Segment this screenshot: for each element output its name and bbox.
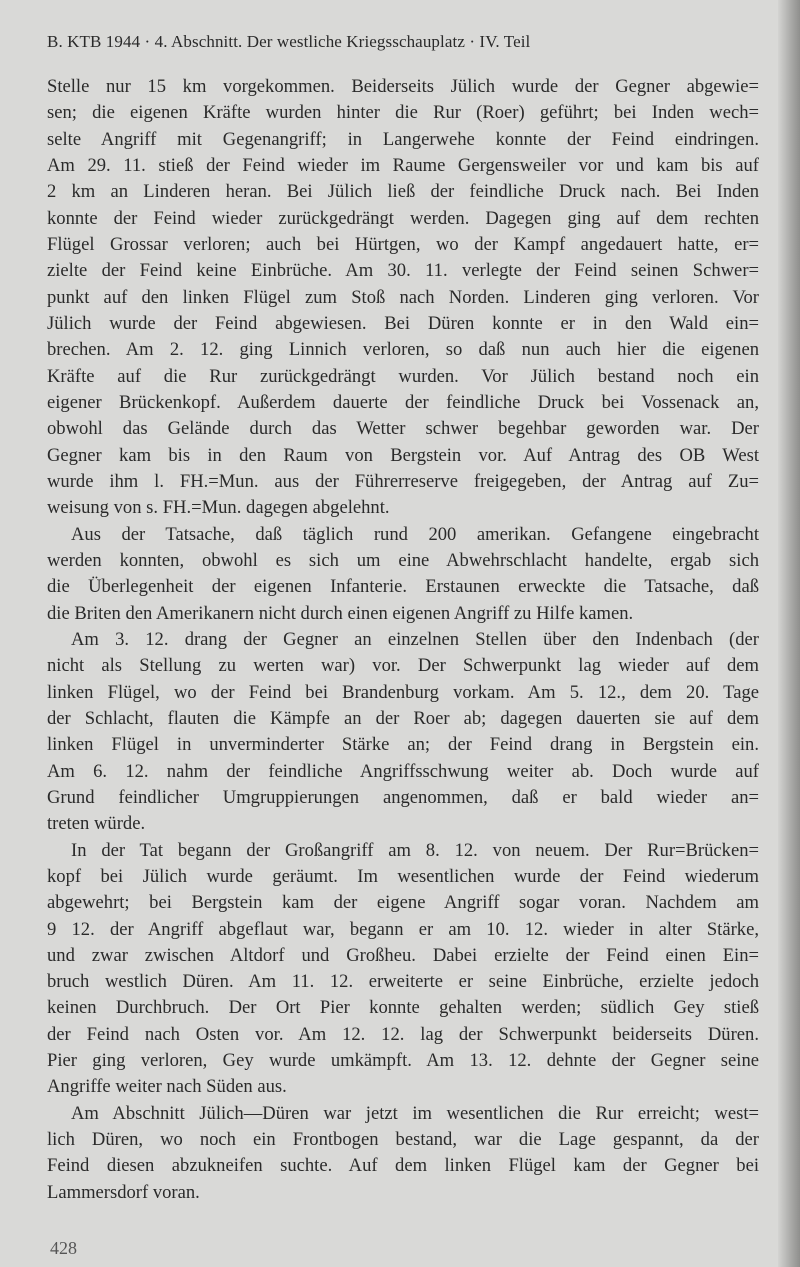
paragraph	[47, 1101, 759, 1206]
page-edge-shadow	[778, 0, 800, 1267]
paragraph	[47, 522, 759, 627]
text-line: weisung von s. FH.=Mun. dagegen abgelehnt.	[47, 497, 390, 519]
text-line: Jülich wurde der Feind abgewiesen. Bei Düren konnte er in den Wald ein=	[47, 312, 759, 334]
text-line: brechen. Am 2. 12. ging Linnich verloren, so daß nun auch hier die eigenen	[47, 339, 759, 361]
text-line: Am 3. 12. drang der Gegner an einzelnen Stellen über den Indenbach (der	[71, 628, 759, 650]
body-text	[47, 74, 759, 1206]
text-line: werden konnten, obwohl es sich um eine Abwehrschlacht handelte, ergab sich	[47, 549, 759, 571]
text-line: abgewehrt; bei Bergstein kam der eigene Angriff sogar voran. Nachdem am	[47, 892, 759, 914]
text-line: konnte der Feind wieder zurückgedrängt werden. Dagegen ging auf dem rechten	[47, 207, 759, 229]
text-line: In der Tat begann der Großangriff am 8. 12. von neuem. Der Rur=Brücken=	[71, 839, 759, 861]
text-line: punkt auf den linken Flügel zum Stoß nach Norden. Linderen ging verloren. Vor	[47, 286, 759, 308]
text-line: Pier ging verloren, Gey wurde umkämpft. Am 13. 12. dehnte der Gegner seine	[47, 1050, 759, 1072]
paragraph	[47, 838, 759, 1101]
text-line: linken Flügel, wo der Feind bei Brandenburg vorkam. Am 5. 12., dem 20. Tage	[47, 681, 759, 703]
text-line: Aus der Tatsache, daß täglich rund 200 amerikan. Gefangene eingebracht	[71, 523, 759, 545]
text-line: Feind diesen abzukneifen suchte. Auf dem linken Flügel kam der Gegner bei	[47, 1155, 759, 1177]
text-line: Flügel Grossar verloren; auch bei Hürtgen, wo der Kampf angedauert hatte, er=	[47, 233, 759, 255]
text-line: Angriffe weiter nach Süden aus.	[47, 1076, 287, 1098]
text-line: treten würde.	[47, 813, 146, 835]
text-line: obwohl das Gelände durch das Wetter schwer begehbar geworden war. Der	[47, 418, 759, 440]
text-line: Am Abschnitt Jülich—Düren war jetzt im wesentlichen die Rur erreicht; west=	[71, 1102, 759, 1124]
text-line: und zwar zwischen Altdorf und Großheu. Dabei erzielte der Feind einen Ein=	[47, 944, 759, 966]
text-line: lich Düren, wo noch ein Frontbogen bestand, war die Lage gespannt, da der	[47, 1129, 759, 1151]
text-line: Gegner kam bis in den Raum von Bergstein vor. Auf Antrag des OB West	[47, 444, 759, 466]
text-line: Grund feindlicher Umgruppierungen angenommen, daß er bald wieder an=	[47, 786, 759, 808]
text-line: Lammersdorf voran.	[47, 1181, 200, 1203]
text-line: Am 29. 11. stieß der Feind wieder im Raume Gergensweiler vor und kam bis auf	[47, 154, 759, 176]
text-line: wurde ihm l. FH.=Mun. aus der Führerreserve freigegeben, der Antrag auf Zu=	[47, 470, 759, 492]
page-number: 428	[50, 1238, 77, 1258]
text-line: Am 6. 12. nahm der feindliche Angriffsschwung weiter ab. Doch wurde auf	[47, 760, 759, 782]
text-line: eigener Brückenkopf. Außerdem dauerte der feindliche Druck bei Vossenack an,	[47, 391, 759, 413]
paragraph	[47, 74, 759, 522]
text-line: selte Angriff mit Gegenangriff; in Langerwehe konnte der Feind eindringen.	[47, 128, 759, 150]
text-line: linken Flügel in unverminderter Stärke an; der Feind drang in Bergstein ein.	[47, 734, 759, 756]
text-line: 9 12. der Angriff abgeflaut war, begann er am 10. 12. wieder in alter Stärke,	[47, 918, 759, 940]
running-header: B. KTB 1944 · 4. Abschnitt. Der westliche Kriegsschauplatz · IV. Teil	[47, 32, 531, 51]
paragraph	[47, 627, 759, 838]
text-line: nicht als Stellung zu werten war) vor. Der Schwerpunkt lag wieder auf dem	[47, 655, 759, 677]
text-line: der Schlacht, flauten die Kämpfe an der Roer ab; dagegen dauerten sie auf dem	[47, 707, 759, 729]
text-line: kopf bei Jülich wurde geräumt. Im wesentlichen wurde der Feind wiederum	[47, 865, 759, 887]
text-line: die Briten den Amerikanern nicht durch einen eigenen Angriff zu Hilfe kamen.	[47, 602, 634, 624]
text-line: Kräfte auf die Rur zurückgedrängt wurden. Vor Jülich bestand noch ein	[47, 365, 759, 387]
text-line: der Feind nach Osten vor. Am 12. 12. lag der Schwerpunkt beiderseits Düren.	[47, 1023, 759, 1045]
text-line: keinen Durchbruch. Der Ort Pier konnte gehalten werden; südlich Gey stieß	[47, 997, 759, 1019]
text-line: bruch westlich Düren. Am 11. 12. erweiterte er seine Einbrüche, erzielte jedoch	[47, 971, 759, 993]
text-line: die Überlegenheit der eigenen Infanterie. Erstaunen erweckte die Tatsache, daß	[47, 576, 759, 598]
text-line: Stelle nur 15 km vorgekommen. Beiderseits Jülich wurde der Gegner abgewie=	[47, 76, 759, 97]
text-line: 2 km an Linderen heran. Bei Jülich ließ der feindliche Druck nach. Bei Inden	[47, 181, 759, 203]
text-line: zielte der Feind keine Einbrüche. Am 30. 11. verlegte der Feind seinen Schwer=	[47, 260, 759, 282]
text-line: sen; die eigenen Kräfte wurden hinter die Rur (Roer) geführt; bei Inden wech=	[47, 102, 759, 124]
